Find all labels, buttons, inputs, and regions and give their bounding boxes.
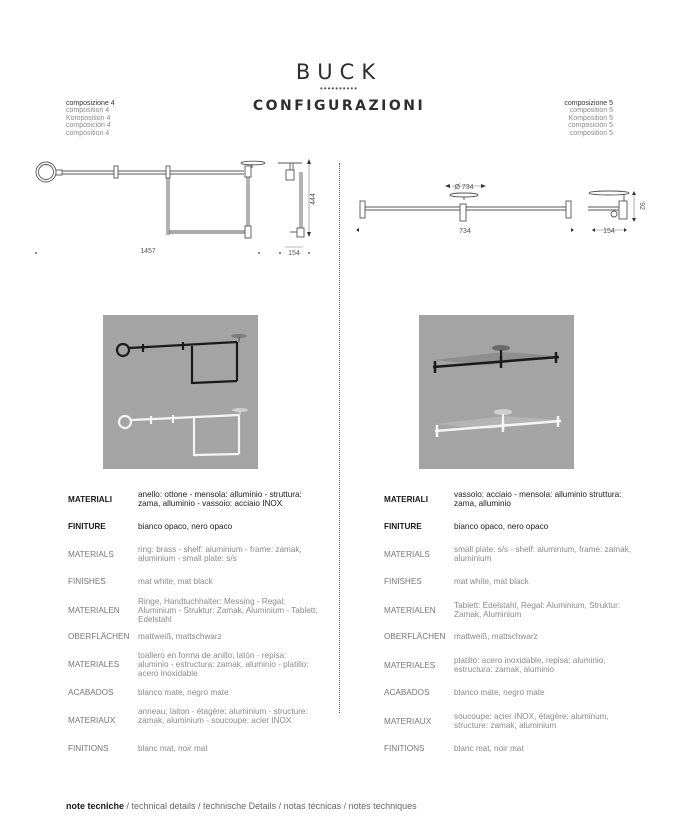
spec-value: mat white, mat black <box>454 577 529 586</box>
spec-value: mat white, mat black <box>138 577 213 586</box>
composition-label: Komposition 4 <box>66 114 111 122</box>
spec-label: MATERIALEN <box>68 606 120 615</box>
brand-dots: •••••••••• <box>319 84 358 93</box>
composition-5-product-image <box>419 315 574 469</box>
spec-label: ACABADOS <box>68 688 114 697</box>
spec-label: MATERIALI <box>384 495 428 504</box>
composition-label: composición 5 <box>568 122 613 130</box>
composition-4-product-image <box>103 315 258 469</box>
footer-rest: / technical details / technische Details / notas técnicas / notes techniques <box>124 801 417 811</box>
spec-label: MATERIALI <box>68 495 112 504</box>
spec-value: blanc mat, noir mat <box>454 744 524 753</box>
composition-label: composition 5 <box>569 107 613 115</box>
spec-label: FINITURE <box>68 522 106 531</box>
spec-label: FINITURE <box>384 522 422 531</box>
spec-value: mattweiß, mattschwarz <box>138 632 222 641</box>
dimension-height: 444 <box>310 193 317 205</box>
spec-value: blanco mate, negro mate <box>454 688 545 697</box>
spec-value: bianco opaco, nero opaco <box>454 522 549 531</box>
spec-label: MATERIALES <box>384 661 436 670</box>
spec-label: FINISHES <box>384 577 422 586</box>
spec-label: MATERIAUX <box>68 716 116 725</box>
dimension-diameter: Ø 734 <box>454 184 474 191</box>
dimension-height: 92 <box>638 202 645 210</box>
section-title: CONFIGURAZIONI <box>252 98 426 114</box>
spec-value: small plate: s/s - shelf: aluminium, frame: zamak, aluminium <box>454 545 631 563</box>
spec-label: OBERFLÄCHEN <box>68 632 130 641</box>
spec-value: toallero en forma de anillo: latón - repisa: aluminio - estructura: zamak, aluminio - platillo: acero inoxidable <box>138 651 309 678</box>
spec-value: anello: ottone - mensola: alluminio - struttura: zama, alluminio - vassoio: acciaio INOX <box>138 490 302 508</box>
spec-label: MATERIAUX <box>384 717 432 726</box>
spec-label: MATERIALES <box>68 660 120 669</box>
composition-5-photo <box>419 315 574 469</box>
composition-4-drawing <box>0 0 340 270</box>
spec-label: MATERIALEN <box>384 606 436 615</box>
technical-notes-footer <box>66 801 417 811</box>
spec-label: MATERIALS <box>68 550 114 559</box>
spec-value: ring: brass - shelf: aluminium - frame: zamak, aluminium - small plate: s/s <box>138 545 302 563</box>
footer-bold: note tecniche <box>66 801 125 811</box>
spec-label: ACABADOS <box>384 688 430 697</box>
spec-value: blanc mat, noir mat <box>138 744 208 753</box>
composition-label: composición 4 <box>66 122 111 130</box>
spec-label: FINITIONS <box>384 744 425 753</box>
dimension-length: 1457 <box>140 248 156 255</box>
spec-value: blanco mate, negro mate <box>138 688 229 697</box>
spec-value: soucoupe: acier INOX, étagère: aluminum, structure: zamak, aluminium <box>454 712 609 730</box>
spec-label: OBERFLÄCHEN <box>384 632 446 641</box>
dimension-depth: 154 <box>603 228 615 235</box>
spec-value: platillo: acero inoxidable, repisa: aluminio, estructura: zamak, aluminio <box>454 656 606 674</box>
spec-value: Ringe, Handtuchhalter: Messing - Regal: Aluminium - Struktur: Zamak, Aluminium - Tablett: Edelstahl <box>138 597 318 624</box>
composition-label: Komposition 5 <box>568 114 613 122</box>
spec-value: anneau: laiton - étagère: aluminium - structure: zamak, aluminium - soucoupe: acier INOX <box>138 707 308 725</box>
dimension-length: 734 <box>459 228 471 235</box>
spec-value: vassoio: acciaio - mensola: alluminio struttura: zama, alluminio <box>454 490 622 508</box>
composition-4-photo <box>103 315 258 469</box>
spec-value: mattweiß, mattschwarz <box>454 632 538 641</box>
composition-label: composition 5 <box>569 129 613 137</box>
center-divider <box>339 163 340 713</box>
composition-label: composition 4 <box>66 107 110 115</box>
spec-label: FINITIONS <box>68 744 109 753</box>
spec-value: bianco opaco, nero opaco <box>138 522 233 531</box>
brand-title: BUCK <box>295 60 383 84</box>
spec-label: FINISHES <box>68 577 106 586</box>
composition-5-drawing <box>340 0 678 270</box>
composition-label: composizione 4 <box>66 100 115 107</box>
spec-label: MATERIALS <box>384 550 430 559</box>
spec-value: Tablett: Edelstahl, Regal: Aluminium, Struktur: Zamak, Aluminium <box>454 601 621 619</box>
composition-label: composizione 5 <box>564 100 613 107</box>
composition-label: composition 4 <box>66 129 110 137</box>
dimension-depth: 154 <box>288 250 300 257</box>
